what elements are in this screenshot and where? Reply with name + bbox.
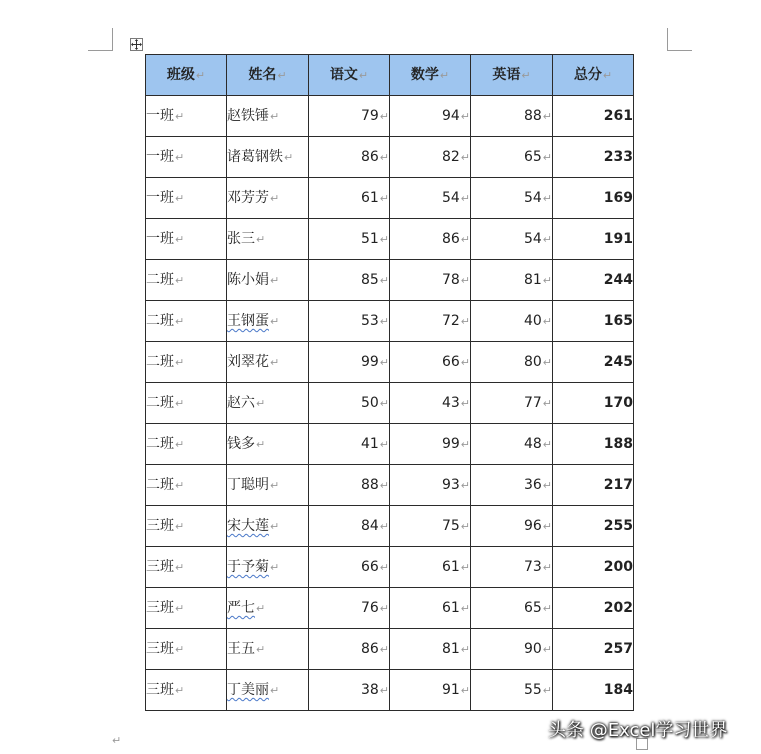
cell-math-value: 93 — [441, 477, 460, 493]
cell-english-value: 36 — [523, 477, 542, 493]
cell-total-value: 202 — [603, 600, 633, 616]
cell-end-mark: ↵ — [379, 520, 389, 533]
cell-end-mark: ↵ — [542, 438, 552, 451]
cell-class-value: 一班 — [146, 190, 174, 206]
cell-english-value: 90 — [523, 641, 542, 657]
cell-math[interactable] — [390, 260, 471, 301]
cell-total-value: 191 — [603, 231, 633, 247]
cell-chinese[interactable] — [309, 219, 390, 260]
header-class[interactable]: 班级↵ — [146, 55, 227, 96]
page-corner-mark-top-right — [667, 28, 692, 51]
cell-english-value: 88 — [523, 108, 542, 124]
cell-name-value: 王五 — [227, 641, 255, 657]
cell-end-mark: ↵ — [270, 110, 280, 123]
cell-math-value: 43 — [441, 395, 460, 411]
cell-end-mark: ↵ — [460, 110, 470, 123]
cell-class[interactable] — [146, 629, 227, 670]
cell-class[interactable] — [146, 96, 227, 137]
cell-name-value: 赵六 — [227, 395, 255, 411]
cell-math[interactable] — [390, 629, 471, 670]
cell-total-value: 233 — [603, 149, 633, 165]
cell-math-value: 72 — [441, 313, 460, 329]
table-row — [146, 588, 634, 629]
cell-english[interactable] — [471, 629, 553, 670]
cell-end-mark: ↵ — [175, 151, 185, 164]
cell-math[interactable] — [390, 137, 471, 178]
cell-name-value: 王钢蛋 — [227, 313, 269, 329]
move-icon — [131, 39, 142, 50]
cell-end-mark: ↵ — [542, 684, 552, 697]
cell-chinese[interactable] — [309, 506, 390, 547]
cell-math[interactable] — [390, 506, 471, 547]
cell-class-value: 三班 — [146, 682, 174, 698]
cell-name[interactable] — [227, 219, 309, 260]
cell-class-value: 一班 — [146, 149, 174, 165]
cell-math-value: 66 — [441, 354, 460, 370]
cell-end-mark: ↵ — [256, 438, 266, 451]
cell-class-value: 三班 — [146, 600, 174, 616]
cell-total-value: 184 — [603, 682, 633, 698]
cell-math-value: 91 — [441, 682, 460, 698]
cell-name[interactable] — [227, 465, 309, 506]
cell-end-mark: ↵ — [256, 397, 266, 410]
table-row — [146, 96, 634, 137]
cell-chinese[interactable] — [309, 301, 390, 342]
cell-end-mark: ↵ — [175, 274, 185, 287]
cell-class[interactable] — [146, 260, 227, 301]
cell-class-value: 二班 — [146, 436, 174, 452]
cell-total-value: 255 — [603, 518, 633, 534]
cell-chinese-value: 79 — [360, 108, 379, 124]
cell-name[interactable] — [227, 178, 309, 219]
cell-chinese-value: 88 — [360, 477, 379, 493]
header-english[interactable]: 英语↵ — [471, 55, 553, 96]
cell-class-value: 二班 — [146, 313, 174, 329]
cell-end-mark: ↵ — [175, 192, 185, 205]
cell-total[interactable] — [553, 219, 634, 260]
table-row — [146, 547, 634, 588]
cell-english[interactable] — [471, 424, 553, 465]
cell-english-value: 73 — [523, 559, 542, 575]
cell-end-mark: ↵ — [284, 151, 294, 164]
cell-english[interactable] — [471, 506, 553, 547]
cell-class[interactable] — [146, 219, 227, 260]
cell-class-value: 二班 — [146, 354, 174, 370]
cell-end-mark: ↵ — [379, 192, 389, 205]
cell-english-value: 96 — [523, 518, 542, 534]
cell-math[interactable] — [390, 178, 471, 219]
cell-total-value: 217 — [603, 477, 633, 493]
cell-end-mark: ↵ — [379, 561, 389, 574]
cell-chinese-value: 41 — [360, 436, 379, 452]
cell-end-mark: ↵ — [175, 356, 185, 369]
cell-chinese-value: 66 — [360, 559, 379, 575]
cell-end-mark: ↵ — [379, 315, 389, 328]
cell-math[interactable] — [390, 383, 471, 424]
cell-name[interactable] — [227, 629, 309, 670]
cell-class-value: 三班 — [146, 518, 174, 534]
cell-name[interactable] — [227, 547, 309, 588]
cell-english-value: 55 — [523, 682, 542, 698]
cell-name-value: 陈小娟 — [227, 272, 269, 288]
header-total[interactable]: 总分↵ — [553, 55, 634, 96]
cell-total[interactable] — [553, 137, 634, 178]
cell-total[interactable] — [553, 96, 634, 137]
table-row — [146, 178, 634, 219]
cell-chinese[interactable] — [309, 670, 390, 711]
cell-class-value: 三班 — [146, 641, 174, 657]
cell-chinese[interactable] — [309, 178, 390, 219]
cell-english[interactable] — [471, 383, 553, 424]
cell-end-mark: ↵ — [256, 602, 266, 615]
header-row — [146, 55, 634, 96]
cell-end-mark: ↵ — [542, 602, 552, 615]
cell-english-value: 48 — [523, 436, 542, 452]
cell-chinese[interactable] — [309, 342, 390, 383]
cell-chinese-value: 86 — [360, 149, 379, 165]
cell-math[interactable] — [390, 588, 471, 629]
cell-english[interactable] — [471, 301, 553, 342]
cell-end-mark: ↵ — [542, 315, 552, 328]
cell-name-value: 严七 — [227, 600, 255, 616]
cell-total-value: 245 — [603, 354, 633, 370]
cell-end-mark: ↵ — [379, 274, 389, 287]
cell-chinese-value: 38 — [360, 682, 379, 698]
cell-chinese[interactable] — [309, 96, 390, 137]
cell-english[interactable] — [471, 260, 553, 301]
cell-class[interactable] — [146, 137, 227, 178]
cell-end-mark: ↵ — [460, 520, 470, 533]
cell-total-value: 188 — [603, 436, 633, 452]
cell-end-mark: ↵ — [256, 233, 266, 246]
cell-name-value: 赵铁锤 — [227, 108, 269, 124]
cell-end-mark: ↵ — [175, 438, 185, 451]
cell-total-value: 261 — [603, 108, 633, 124]
grades-table — [145, 54, 634, 711]
cell-class[interactable] — [146, 301, 227, 342]
cell-math-value: 61 — [441, 559, 460, 575]
cell-english-value: 80 — [523, 354, 542, 370]
cell-math[interactable] — [390, 465, 471, 506]
cell-end-mark: ↵ — [542, 110, 552, 123]
cell-end-mark: ↵ — [460, 602, 470, 615]
cell-end-mark: ↵ — [542, 233, 552, 246]
cell-end-mark: ↵ — [175, 110, 185, 123]
cell-end-mark: ↵ — [460, 479, 470, 492]
cell-english[interactable] — [471, 219, 553, 260]
cell-english-value: 65 — [523, 149, 542, 165]
cell-end-mark: ↵ — [460, 643, 470, 656]
cell-end-mark: ↵ — [542, 561, 552, 574]
cell-math-value: 82 — [441, 149, 460, 165]
header-math[interactable]: 数学↵ — [390, 55, 471, 96]
cell-end-mark: ↵ — [175, 684, 185, 697]
cell-end-mark: ↵ — [460, 561, 470, 574]
cell-name[interactable] — [227, 383, 309, 424]
cell-end-mark: ↵ — [175, 602, 185, 615]
cell-class-value: 一班 — [146, 108, 174, 124]
cell-math[interactable] — [390, 301, 471, 342]
cell-end-mark: ↵ — [460, 684, 470, 697]
cell-end-mark: ↵ — [460, 274, 470, 287]
table-row — [146, 383, 634, 424]
cell-total[interactable] — [553, 465, 634, 506]
cell-end-mark: ↵ — [175, 520, 185, 533]
cell-end-mark: ↵ — [379, 602, 389, 615]
cell-total-value: 200 — [603, 559, 633, 575]
cell-end-mark: ↵ — [256, 643, 266, 656]
cell-total[interactable] — [553, 342, 634, 383]
cell-name[interactable] — [227, 96, 309, 137]
cell-name-value: 丁聪明 — [227, 477, 269, 493]
cell-total-value: 170 — [603, 395, 633, 411]
cell-class[interactable] — [146, 178, 227, 219]
cell-end-mark: ↵ — [379, 397, 389, 410]
cell-end-mark: ↵ — [460, 151, 470, 164]
cell-end-mark: ↵ — [542, 151, 552, 164]
cell-math[interactable] — [390, 547, 471, 588]
cell-class[interactable] — [146, 383, 227, 424]
table-row — [146, 465, 634, 506]
cell-math-value: 94 — [441, 108, 460, 124]
cell-name-value: 丁美丽 — [227, 682, 269, 698]
cell-end-mark: ↵ — [175, 315, 185, 328]
cell-name[interactable] — [227, 137, 309, 178]
table-row — [146, 219, 634, 260]
cell-end-mark: ↵ — [379, 110, 389, 123]
cell-class[interactable] — [146, 465, 227, 506]
table-row — [146, 260, 634, 301]
cell-total[interactable] — [553, 506, 634, 547]
cell-end-mark: ↵ — [379, 479, 389, 492]
cell-end-mark: ↵ — [175, 233, 185, 246]
cell-english-value: 54 — [523, 231, 542, 247]
cell-class[interactable] — [146, 670, 227, 711]
cell-english[interactable] — [471, 137, 553, 178]
cell-end-mark: ↵ — [270, 520, 280, 533]
cell-chinese[interactable] — [309, 629, 390, 670]
cell-chinese[interactable] — [309, 465, 390, 506]
cell-chinese-value: 61 — [360, 190, 379, 206]
cell-english-value: 65 — [523, 600, 542, 616]
cell-english[interactable] — [471, 547, 553, 588]
cell-end-mark: ↵ — [542, 643, 552, 656]
cell-name[interactable] — [227, 301, 309, 342]
cell-english-value: 81 — [523, 272, 542, 288]
header-name[interactable]: 姓名↵ — [227, 55, 309, 96]
cell-name-value: 宋大莲 — [227, 518, 269, 534]
cell-end-mark: ↵ — [460, 397, 470, 410]
cell-end-mark: ↵ — [270, 192, 280, 205]
cell-math-value: 78 — [441, 272, 460, 288]
cell-name[interactable] — [227, 506, 309, 547]
cell-total[interactable] — [553, 588, 634, 629]
cell-total[interactable] — [553, 301, 634, 342]
cell-total[interactable] — [553, 547, 634, 588]
watermark: 头条 @Excel学习世界 — [548, 720, 728, 741]
cell-total-value: 244 — [603, 272, 633, 288]
cell-end-mark: ↵ — [270, 315, 280, 328]
cell-name-value: 张三 — [227, 231, 255, 247]
page-corner-mark-top-left — [88, 28, 113, 51]
cell-chinese[interactable] — [309, 547, 390, 588]
cell-chinese-value: 85 — [360, 272, 379, 288]
cell-name-value: 于予菊 — [227, 559, 269, 575]
cell-end-mark: ↵ — [460, 233, 470, 246]
cell-end-mark: ↵ — [175, 397, 185, 410]
cell-english-value: 40 — [523, 313, 542, 329]
cell-end-mark: ↵ — [379, 643, 389, 656]
cell-chinese-value: 99 — [360, 354, 379, 370]
cell-end-mark: ↵ — [270, 684, 280, 697]
cell-total[interactable] — [553, 383, 634, 424]
cell-math-value: 81 — [441, 641, 460, 657]
cell-english[interactable] — [471, 588, 553, 629]
cell-chinese-value: 86 — [360, 641, 379, 657]
cell-math[interactable] — [390, 219, 471, 260]
cell-name[interactable] — [227, 670, 309, 711]
cell-end-mark: ↵ — [460, 438, 470, 451]
cell-english[interactable] — [471, 465, 553, 506]
table-row — [146, 424, 634, 465]
cell-end-mark: ↵ — [175, 479, 185, 492]
cell-math-value: 86 — [441, 231, 460, 247]
cell-end-mark: ↵ — [270, 479, 280, 492]
cell-end-mark: ↵ — [379, 438, 389, 451]
cell-end-mark: ↵ — [270, 274, 280, 287]
cell-name[interactable] — [227, 588, 309, 629]
cell-end-mark: ↵ — [542, 192, 552, 205]
cell-end-mark: ↵ — [542, 356, 552, 369]
cell-class-value: 二班 — [146, 477, 174, 493]
cell-total-value: 169 — [603, 190, 633, 206]
cell-end-mark: ↵ — [542, 274, 552, 287]
table-move-handle[interactable] — [130, 38, 143, 51]
cell-class[interactable] — [146, 547, 227, 588]
cell-class-value: 一班 — [146, 231, 174, 247]
cell-end-mark: ↵ — [379, 684, 389, 697]
cell-end-mark: ↵ — [460, 356, 470, 369]
cell-end-mark: ↵ — [379, 233, 389, 246]
cell-english-value: 54 — [523, 190, 542, 206]
cell-chinese-value: 53 — [360, 313, 379, 329]
cell-chinese[interactable] — [309, 137, 390, 178]
cell-chinese-value: 76 — [360, 600, 379, 616]
cell-end-mark: ↵ — [379, 151, 389, 164]
cell-class[interactable] — [146, 588, 227, 629]
cell-math[interactable] — [390, 96, 471, 137]
cell-name-value: 钱多 — [227, 436, 255, 452]
cell-name[interactable] — [227, 260, 309, 301]
table-row — [146, 301, 634, 342]
cell-name-value: 刘翠花 — [227, 354, 269, 370]
cell-total-value: 165 — [603, 313, 633, 329]
cell-math[interactable] — [390, 670, 471, 711]
cell-name[interactable] — [227, 424, 309, 465]
table-row — [146, 342, 634, 383]
cell-chinese-value: 84 — [360, 518, 379, 534]
header-chinese[interactable]: 语文↵ — [309, 55, 390, 96]
cell-class-value: 三班 — [146, 559, 174, 575]
cell-english[interactable] — [471, 178, 553, 219]
cell-end-mark: ↵ — [542, 520, 552, 533]
cell-class[interactable] — [146, 424, 227, 465]
cell-total[interactable] — [553, 424, 634, 465]
cell-name[interactable] — [227, 342, 309, 383]
table-row — [146, 670, 634, 711]
cell-class[interactable] — [146, 506, 227, 547]
cell-total[interactable] — [553, 260, 634, 301]
cell-math[interactable] — [390, 342, 471, 383]
cell-end-mark: ↵ — [542, 479, 552, 492]
cell-end-mark: ↵ — [175, 643, 185, 656]
cell-end-mark: ↵ — [460, 192, 470, 205]
cell-english[interactable] — [471, 96, 553, 137]
cell-end-mark: ↵ — [270, 561, 280, 574]
cell-chinese[interactable] — [309, 588, 390, 629]
cell-total[interactable] — [553, 178, 634, 219]
cell-english[interactable] — [471, 670, 553, 711]
cell-chinese-value: 51 — [360, 231, 379, 247]
cell-class-value: 二班 — [146, 395, 174, 411]
cell-chinese[interactable] — [309, 424, 390, 465]
cell-math-value: 75 — [441, 518, 460, 534]
table-row — [146, 506, 634, 547]
cell-end-mark: ↵ — [175, 561, 185, 574]
cell-total[interactable] — [553, 670, 634, 711]
cell-total[interactable] — [553, 629, 634, 670]
cell-chinese[interactable] — [309, 383, 390, 424]
cell-math[interactable] — [390, 424, 471, 465]
cell-math-value: 61 — [441, 600, 460, 616]
cell-math-value: 99 — [441, 436, 460, 452]
cell-class[interactable] — [146, 342, 227, 383]
cell-end-mark: ↵ — [379, 356, 389, 369]
cell-name-value: 邓芳芳 — [227, 190, 269, 206]
cell-chinese[interactable] — [309, 260, 390, 301]
paragraph-mark: ↵ — [112, 734, 122, 747]
table-row — [146, 629, 634, 670]
cell-english-value: 77 — [523, 395, 542, 411]
cell-chinese-value: 50 — [360, 395, 379, 411]
cell-name-value: 诸葛钢铁 — [227, 149, 283, 165]
cell-total-value: 257 — [603, 641, 633, 657]
cell-end-mark: ↵ — [460, 315, 470, 328]
cell-english[interactable] — [471, 342, 553, 383]
table-row — [146, 137, 634, 178]
cell-end-mark: ↵ — [270, 356, 280, 369]
cell-math-value: 54 — [441, 190, 460, 206]
cell-end-mark: ↵ — [542, 397, 552, 410]
cell-class-value: 二班 — [146, 272, 174, 288]
